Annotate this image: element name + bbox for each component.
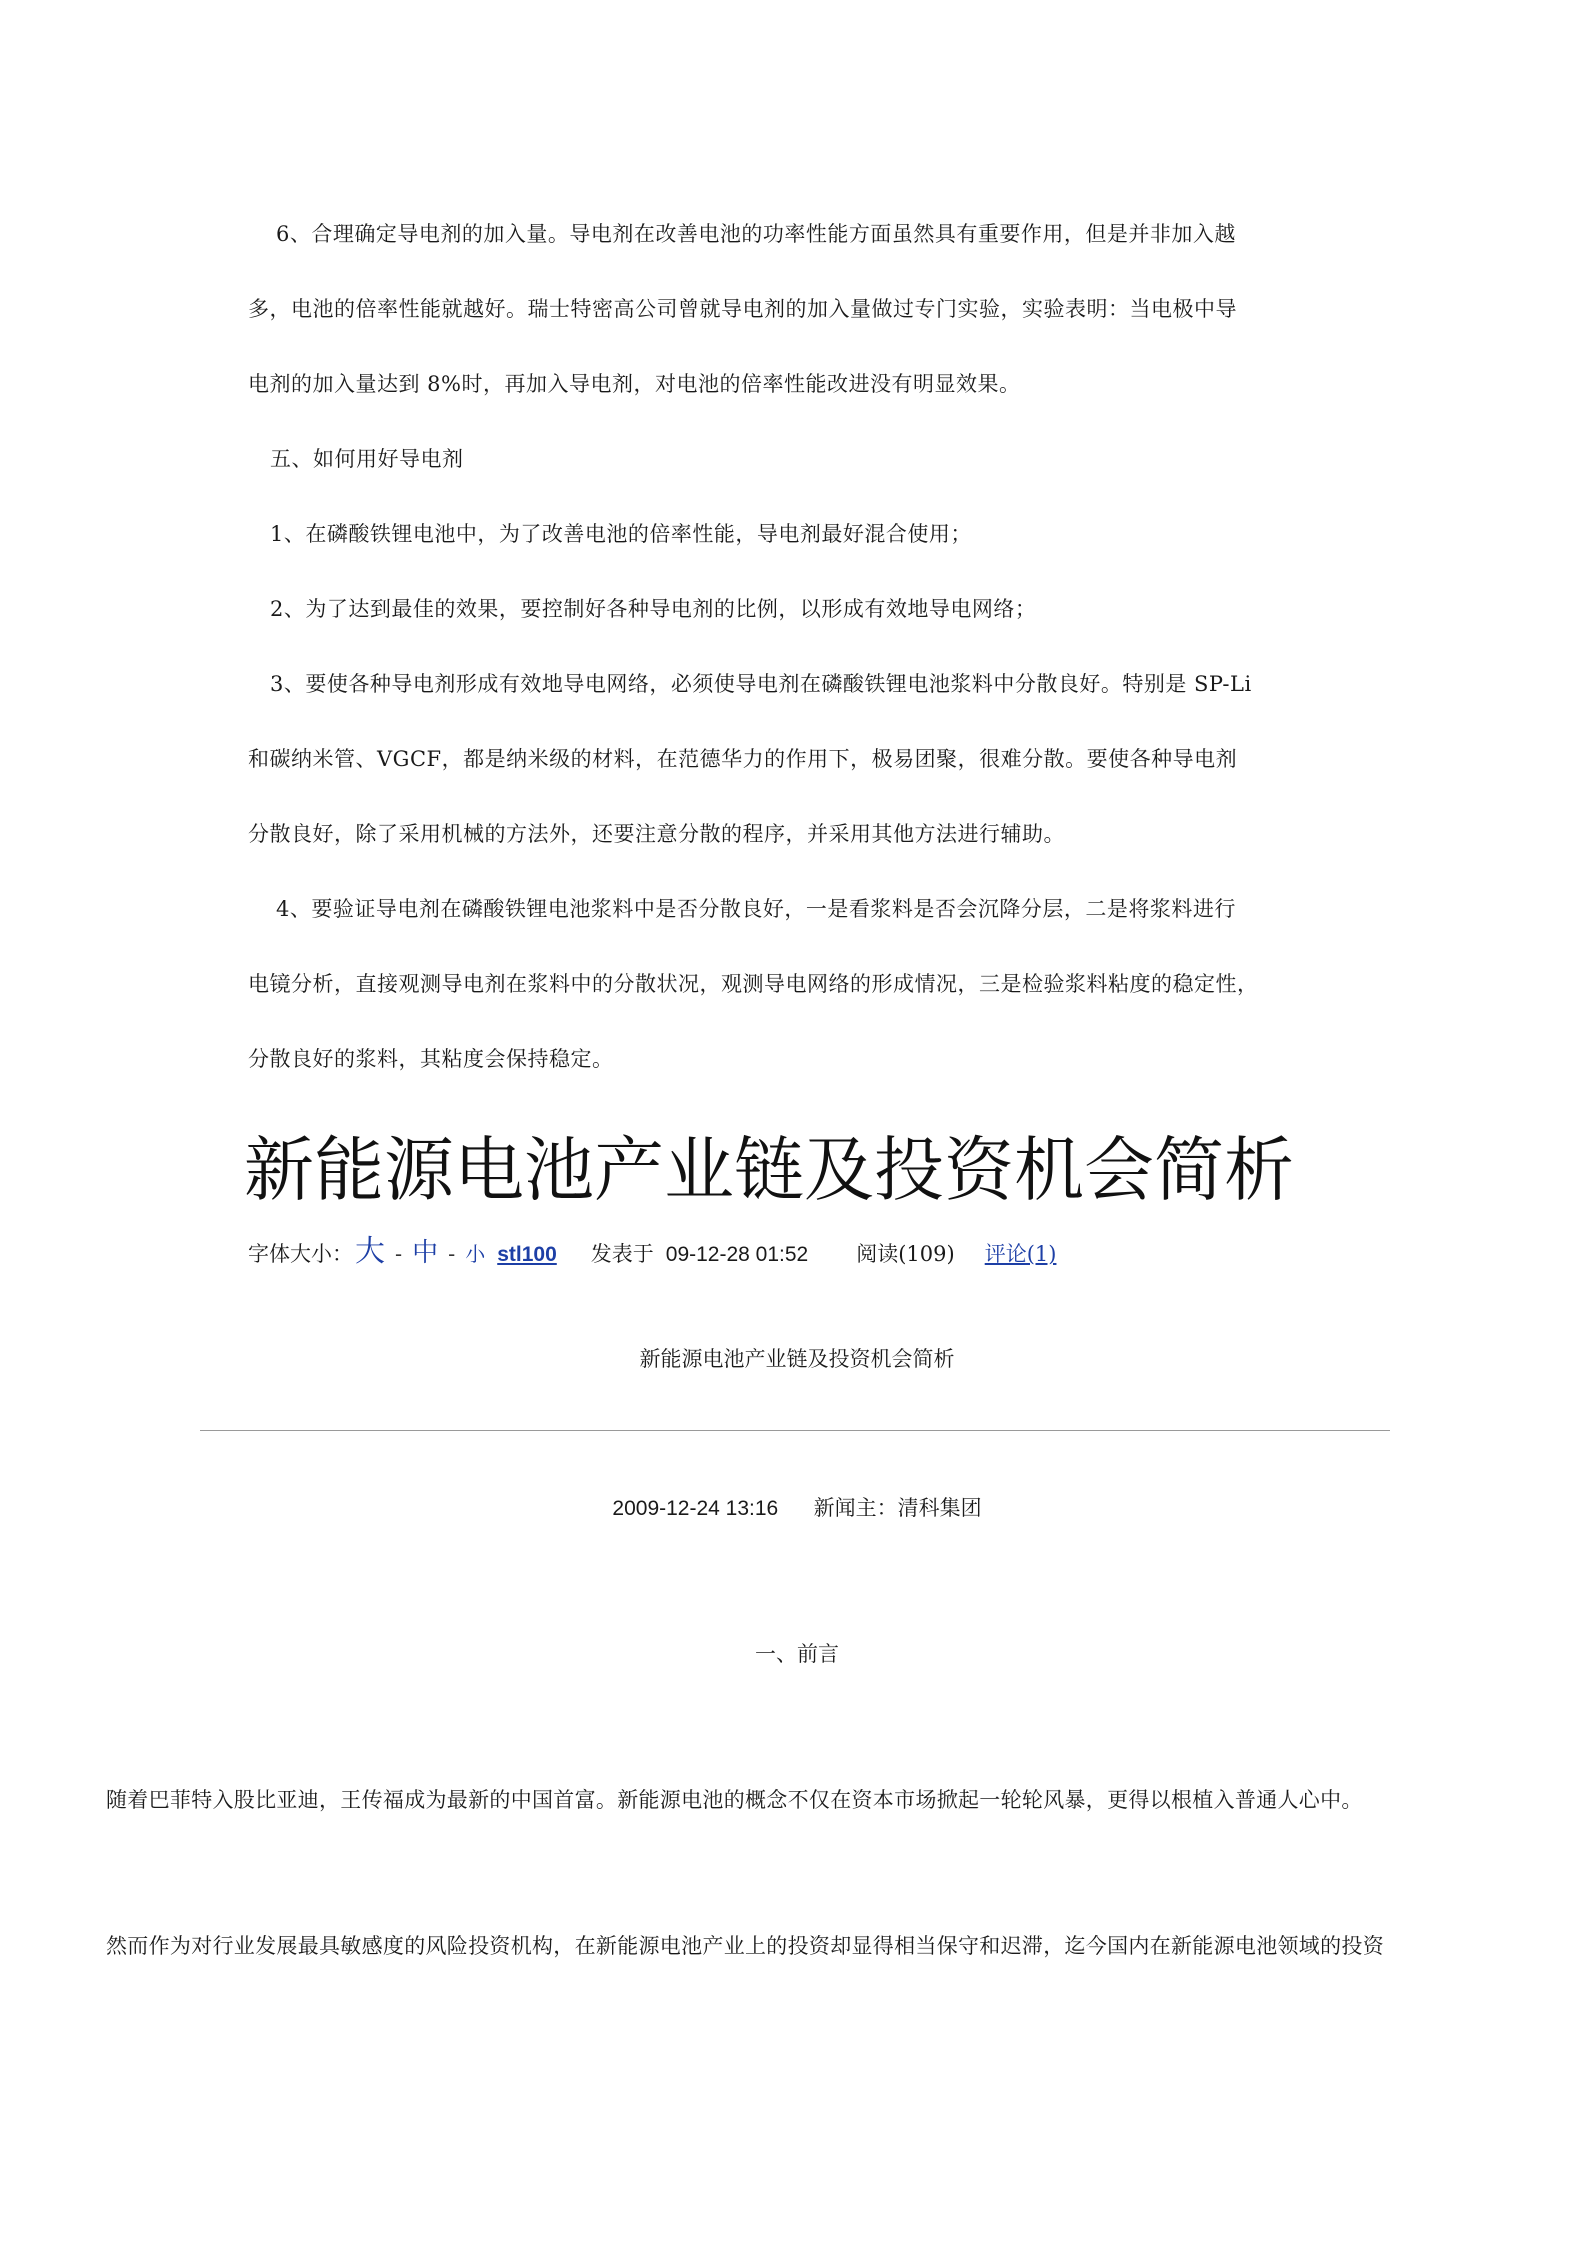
- font-size-medium-link[interactable]: 中: [412, 1238, 439, 1268]
- separator: -: [448, 1242, 456, 1266]
- posted-date: 09-12-28 01:52: [665, 1243, 809, 1266]
- font-size-large-link[interactable]: 大: [355, 1234, 385, 1269]
- article-meta-bar: [248, 1234, 1056, 1270]
- author-link[interactable]: stl100: [497, 1243, 557, 1266]
- font-size-small-link[interactable]: 小: [465, 1242, 486, 1266]
- section-heading-1: 一、前言: [755, 1642, 839, 1666]
- news-source: 新闻主：清科集团: [813, 1496, 982, 1520]
- separator: -: [395, 1242, 403, 1266]
- list-item-4-line-2: 电镜分析，直接观测导电剂在浆料中的分散状况，观测导电网络的形成情况，三是检验浆料粘度的稳定性，: [248, 972, 1259, 996]
- news-date: 2009-12-24 13:16: [612, 1497, 779, 1520]
- section-heading-5: 五、如何用好导电剂: [270, 447, 464, 471]
- news-dateline: [0, 1494, 1594, 1523]
- body-paragraph-1: 随着巴菲特入股比亚迪，王传福成为最新的中国首富。新能源电池的概念不仅在资本市场掀起一轮轮风暴，更得以根植入普通人心中。: [106, 1788, 1363, 1812]
- list-item-4-line-1: 4、要验证导电剂在磷酸铁锂电池浆料中是否分散良好，一是看浆料是否会沉降分层，二是将浆料进行: [276, 897, 1236, 921]
- list-item-3-line-2: 和碳纳米管、VGCF，都是纳米级的材料，在范德华力的作用下，极易团聚，很难分散。要使各种导电剂: [248, 747, 1238, 771]
- article-title: 新能源电池产业链及投资机会简析: [244, 1129, 1294, 1211]
- list-item-3-line-1: 3、要使各种导电剂形成有效地导电网络，必须使导电剂在磷酸铁锂电池浆料中分散良好。特别是 SP-Li: [270, 672, 1252, 696]
- comments-link[interactable]: 评论(1): [984, 1242, 1057, 1266]
- posted-label: 发表于: [590, 1242, 654, 1266]
- list-item-1: 1、在磷酸铁锂电池中，为了改善电池的倍率性能，导电剂最好混合使用；: [270, 522, 972, 546]
- read-count: 阅读(109): [856, 1242, 955, 1266]
- list-item-3-line-3: 分散良好，除了采用机械的方法外，还要注意分散的程序，并采用其他方法进行辅助。: [248, 822, 1065, 846]
- article-subtitle: 新能源电池产业链及投资机会简析: [639, 1347, 955, 1371]
- font-size-label: 字体大小：: [248, 1242, 353, 1266]
- body-paragraph-2: 然而作为对行业发展最具敏感度的风险投资机构，在新能源电池产业上的投资却显得相当保守和迟滞，迄今国内在新能源电池领域的投资: [106, 1934, 1384, 1958]
- list-item-2: 2、为了达到最佳的效果，要控制好各种导电剂的比例，以形成有效地导电网络；: [270, 597, 1037, 621]
- divider: [200, 1430, 1390, 1431]
- paragraph-6-line-2: 多，电池的倍率性能就越好。瑞士特密高公司曾就导电剂的加入量做过专门实验，实验表明：当电极中导: [248, 297, 1237, 321]
- paragraph-6-line-3: 电剂的加入量达到 8%时，再加入导电剂，对电池的倍率性能改进没有明显效果。: [248, 372, 1021, 396]
- list-item-4-line-3: 分散良好的浆料，其粘度会保持稳定。: [248, 1047, 614, 1071]
- paragraph-6-line-1: 6、合理确定导电剂的加入量。导电剂在改善电池的功率性能方面虽然具有重要作用，但是并非加入越: [276, 222, 1236, 246]
